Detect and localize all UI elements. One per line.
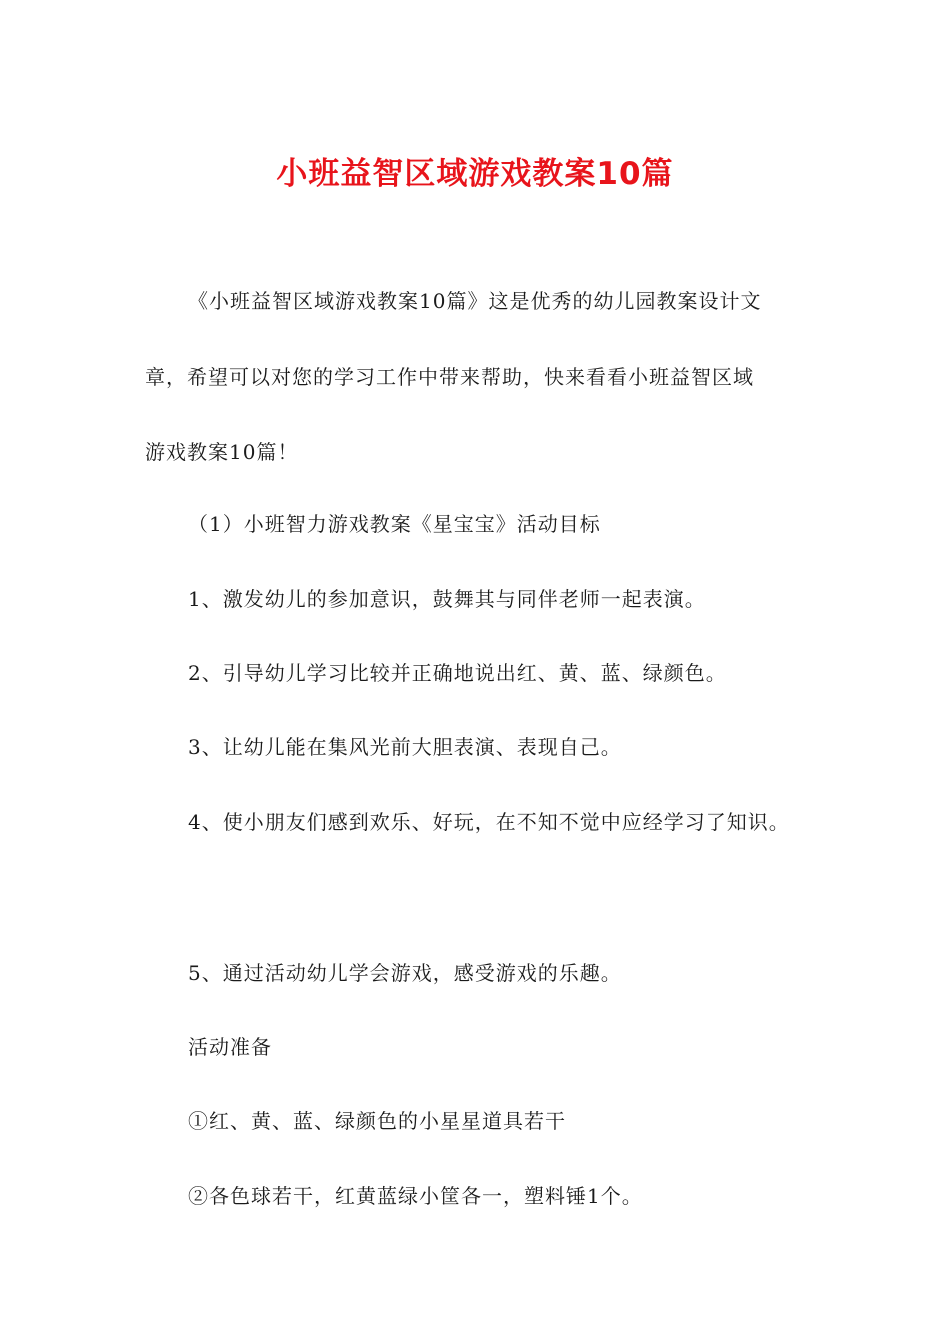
goal-item-5: 5、通过活动幼儿学会游戏，感受游戏的乐趣。	[188, 961, 622, 985]
intro-line-2: 章，希望可以对您的学习工作中带来帮助，快来看看小班益智区域	[145, 365, 754, 389]
goal-item-3: 3、让幼儿能在集风光前大胆表演、表现自己。	[188, 735, 622, 759]
goal-item-1: 1、激发幼儿的参加意识，鼓舞其与同伴老师一起表演。	[188, 587, 706, 611]
document-title: 小班益智区域游戏教案10篇	[276, 156, 674, 192]
intro-line-1: 《小班益智区域游戏教案10篇》这是优秀的幼儿园教案设计文	[188, 289, 762, 313]
prep-item-1: ①红、黄、蓝、绿颜色的小星星道具若干	[188, 1109, 566, 1133]
prep-heading: 活动准备	[188, 1035, 272, 1059]
prep-item-2: ②各色球若干，红黄蓝绿小筐各一，塑料锤1个。	[188, 1184, 643, 1208]
intro-line-3: 游戏教案10篇！	[145, 440, 299, 464]
goal-item-4: 4、使小朋友们感到欢乐、好玩，在不知不觉中应经学习了知识。	[188, 810, 790, 834]
goal-item-2: 2、引导幼儿学习比较并正确地说出红、黄、蓝、绿颜色。	[188, 661, 727, 685]
section-heading: （1）小班智力游戏教案《星宝宝》活动目标	[188, 512, 601, 536]
